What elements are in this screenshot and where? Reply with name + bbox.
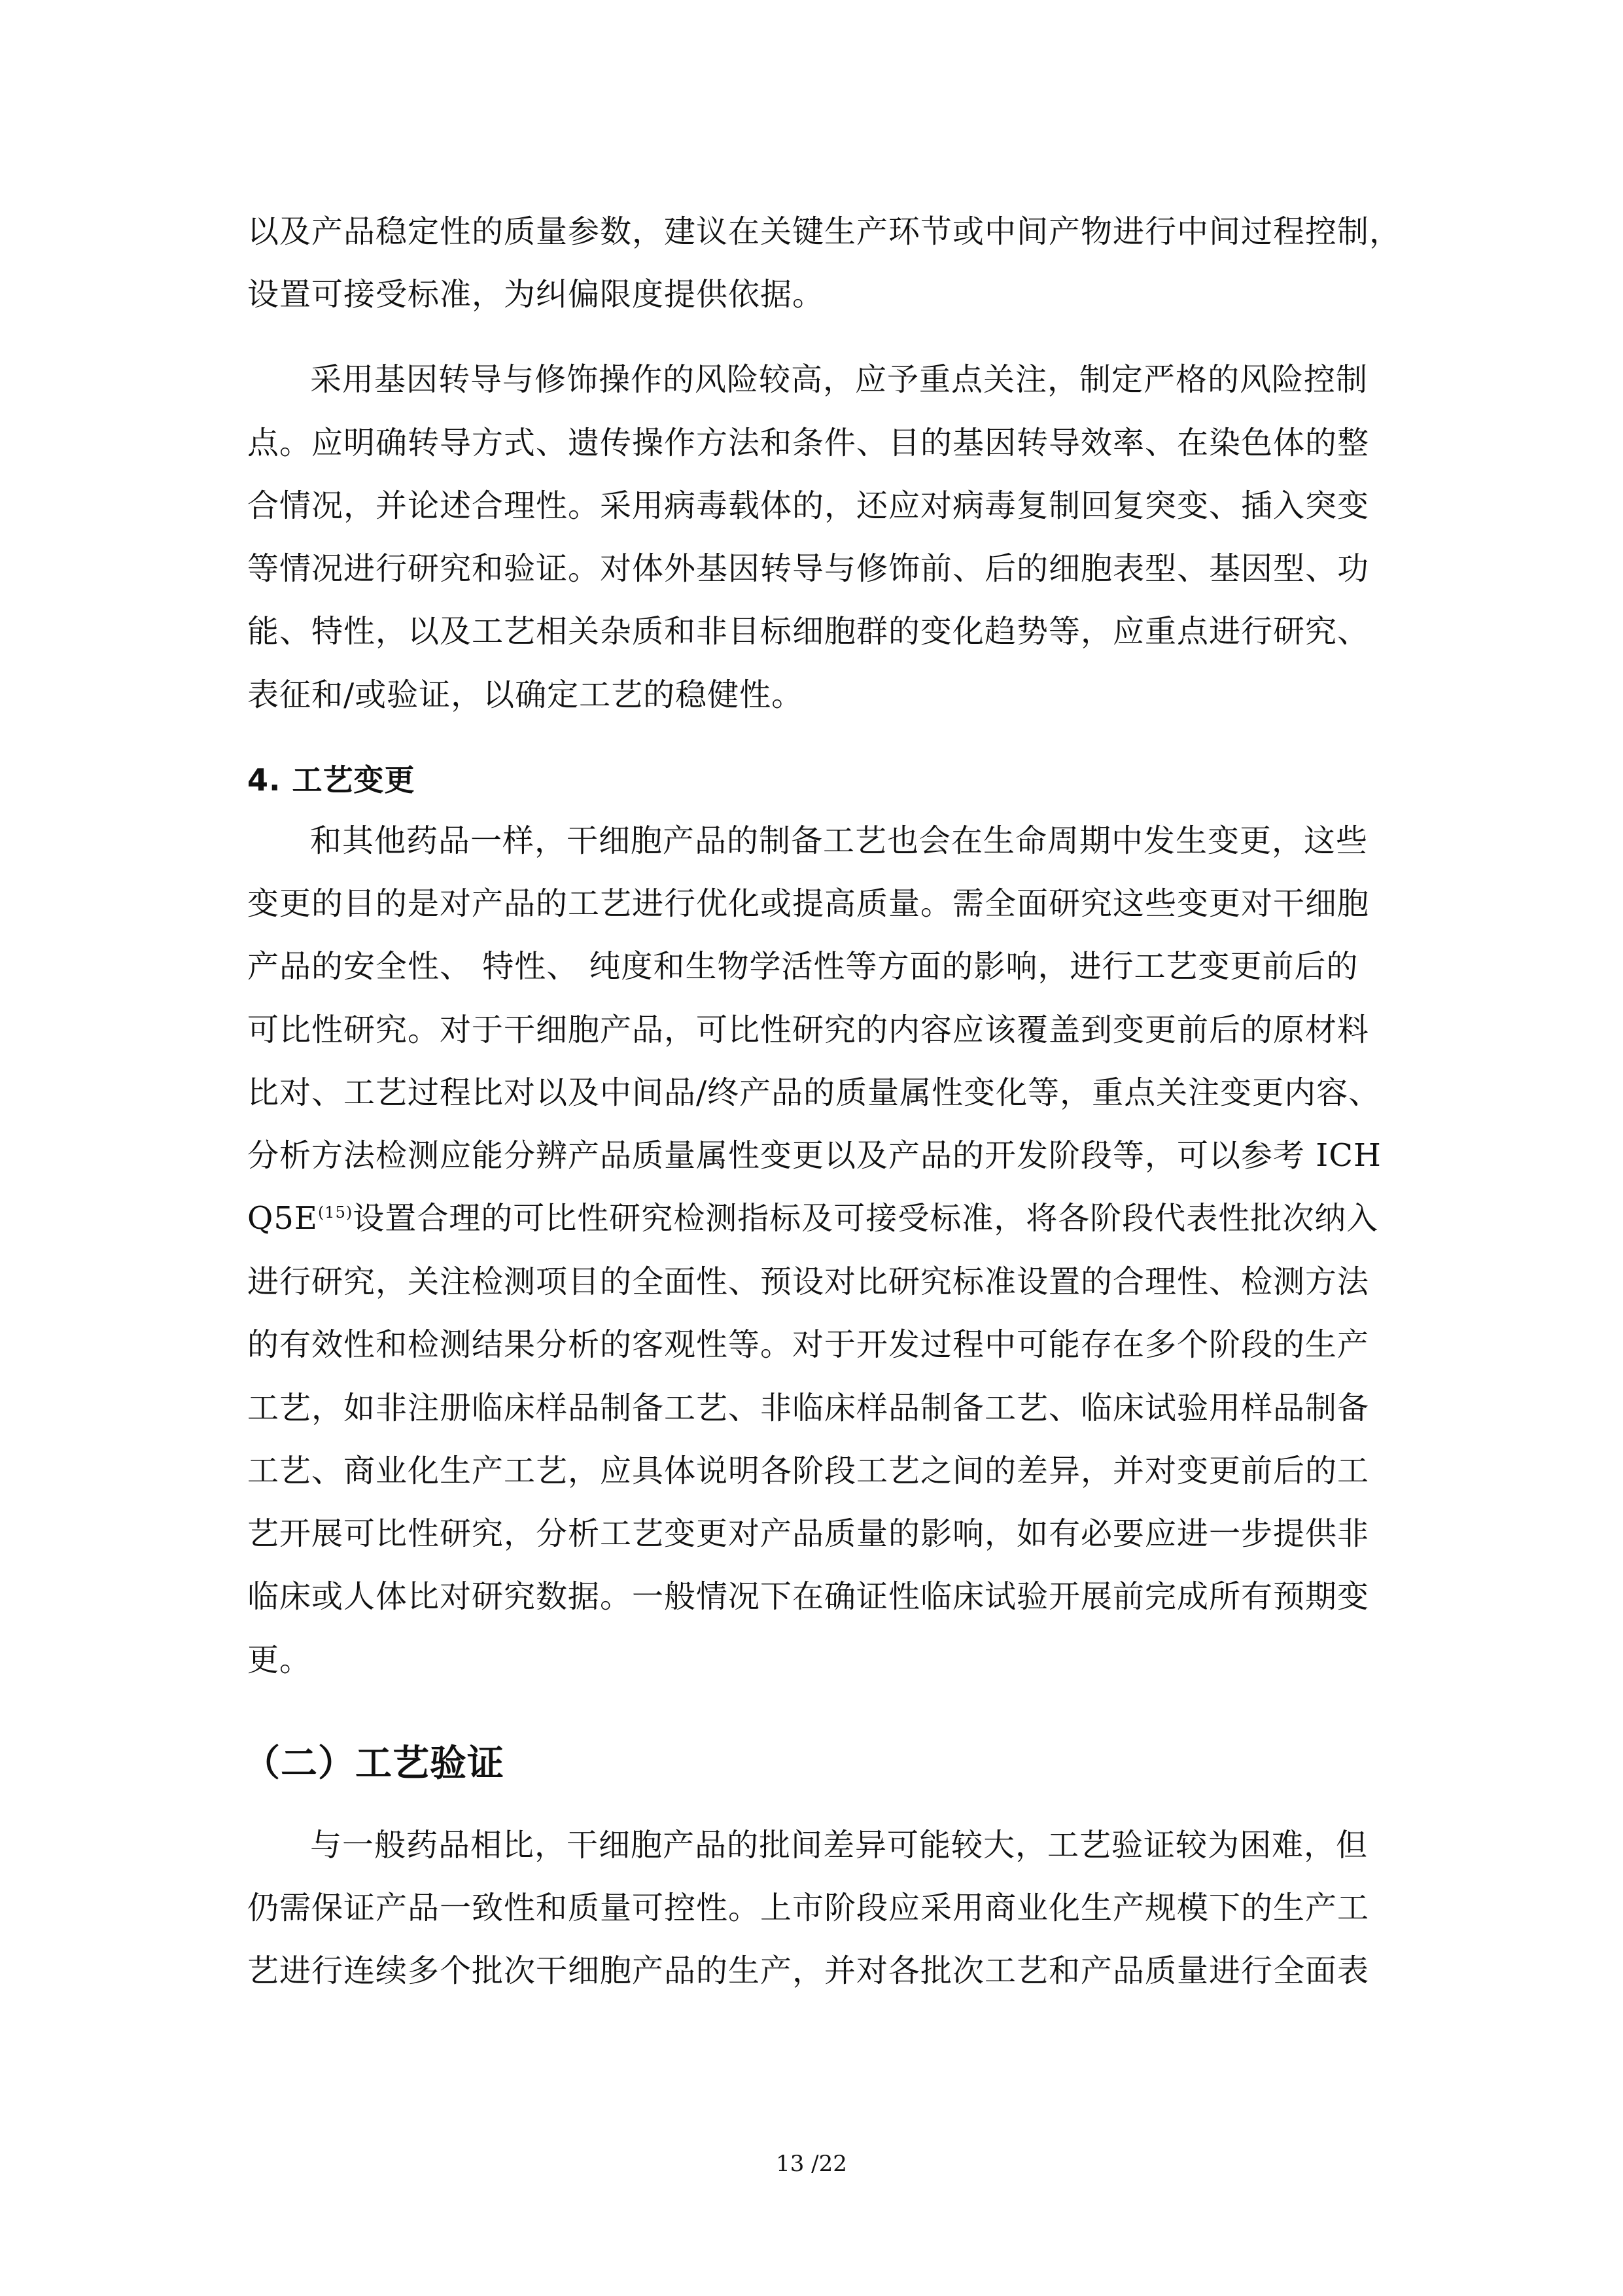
text-line: 采用基因转导与修饰操作的风险较高，应予重点关注，制定严格的风险控制 (310, 361, 1369, 398)
text-line: 艺进行连续多个批次干细胞产品的生产，并对各批次工艺和产品质量进行全面表 (247, 1952, 1370, 1989)
text-line: 可比性研究。对于干细胞产品，可比性研究的内容应该覆盖到变更前后的原材料 (247, 1012, 1370, 1048)
text-line: 工艺，如非注册临床样品制备工艺、非临床样品制备工艺、临床试验用样品制备 (247, 1390, 1370, 1426)
text-line: 的有效性和检测结果分析的客观性等。对于开发过程中可能存在多个阶段的生产 (247, 1326, 1370, 1363)
text-line: 表征和/或验证，以确定工艺的稳健性。 (247, 677, 804, 713)
text-line: 更。 (247, 1642, 312, 1678)
text-line-with-reference (247, 1197, 1386, 1239)
citation-marker: (15) (317, 1203, 353, 1222)
text-line: 点。应明确转导方式、遗传操作方法和条件、目的基因转导效率、在染色体的整 (247, 425, 1370, 461)
text-line: 以及产品稳定性的质量参数，建议在关键生产环节或中间产物进行中间过程控制， (247, 213, 1402, 250)
text-line: 临床或人体比对研究数据。一般情况下在确证性临床试验开展前完成所有预期变 (247, 1578, 1370, 1615)
section-heading: （二）工艺验证 (243, 1742, 504, 1785)
text-line: 分析方法检测应能分辨产品质量属性变更以及产品的开发阶段等，可以参考 ICH (247, 1137, 1382, 1174)
text-line: 产品的安全性、 特性、 纯度和生物学活性等方面的影响，进行工艺变更前后的 (247, 948, 1359, 985)
text-line: 和其他药品一样，干细胞产品的制备工艺也会在生命周期中发生变更，这些 (310, 822, 1369, 859)
text-line: 比对、工艺过程比对以及中间品/终产品的质量属性变化等，重点关注变更内容、 (247, 1074, 1381, 1111)
text-line: 仍需保证产品一致性和质量可控性。上市阶段应采用商业化生产规模下的生产工 (247, 1890, 1370, 1926)
reference-prefix: Q5E (247, 1200, 318, 1237)
text-line: 变更的目的是对产品的工艺进行优化或提高质量。需全面研究这些变更对干细胞 (247, 885, 1370, 922)
text-line: 与一般药品相比，干细胞产品的批间差异可能较大，工艺验证较为困难，但 (310, 1827, 1369, 1863)
section-heading: 4. 工艺变更 (247, 762, 415, 798)
text-line: 艺开展可比性研究，分析工艺变更对产品质量的影响，如有必要应进一步提供非 (247, 1515, 1370, 1552)
reference-suffix: 设置合理的可比性研究检测指标及可接受标准，将各阶段代表性批次纳入 (353, 1200, 1379, 1237)
text-line: 能、特性，以及工艺相关杂质和非目标细胞群的变化趋势等，应重点进行研究、 (247, 613, 1370, 650)
text-line: 合情况，并论述合理性。采用病毒载体的，还应对病毒复制回复突变、插入突变 (247, 487, 1370, 524)
text-line: 设置可接受标准，为纠偏限度提供依据。 (247, 276, 825, 313)
text-line: 工艺、商业化生产工艺，应具体说明各阶段工艺之间的差异，并对变更前后的工 (247, 1453, 1370, 1489)
page-number: 13 /22 (776, 2151, 847, 2177)
text-line: 等情况进行研究和验证。对体外基因转导与修饰前、后的细胞表型、基因型、功 (247, 550, 1370, 587)
text-line: 进行研究，关注检测项目的全面性、预设对比研究标准设置的合理性、检测方法 (247, 1263, 1370, 1300)
